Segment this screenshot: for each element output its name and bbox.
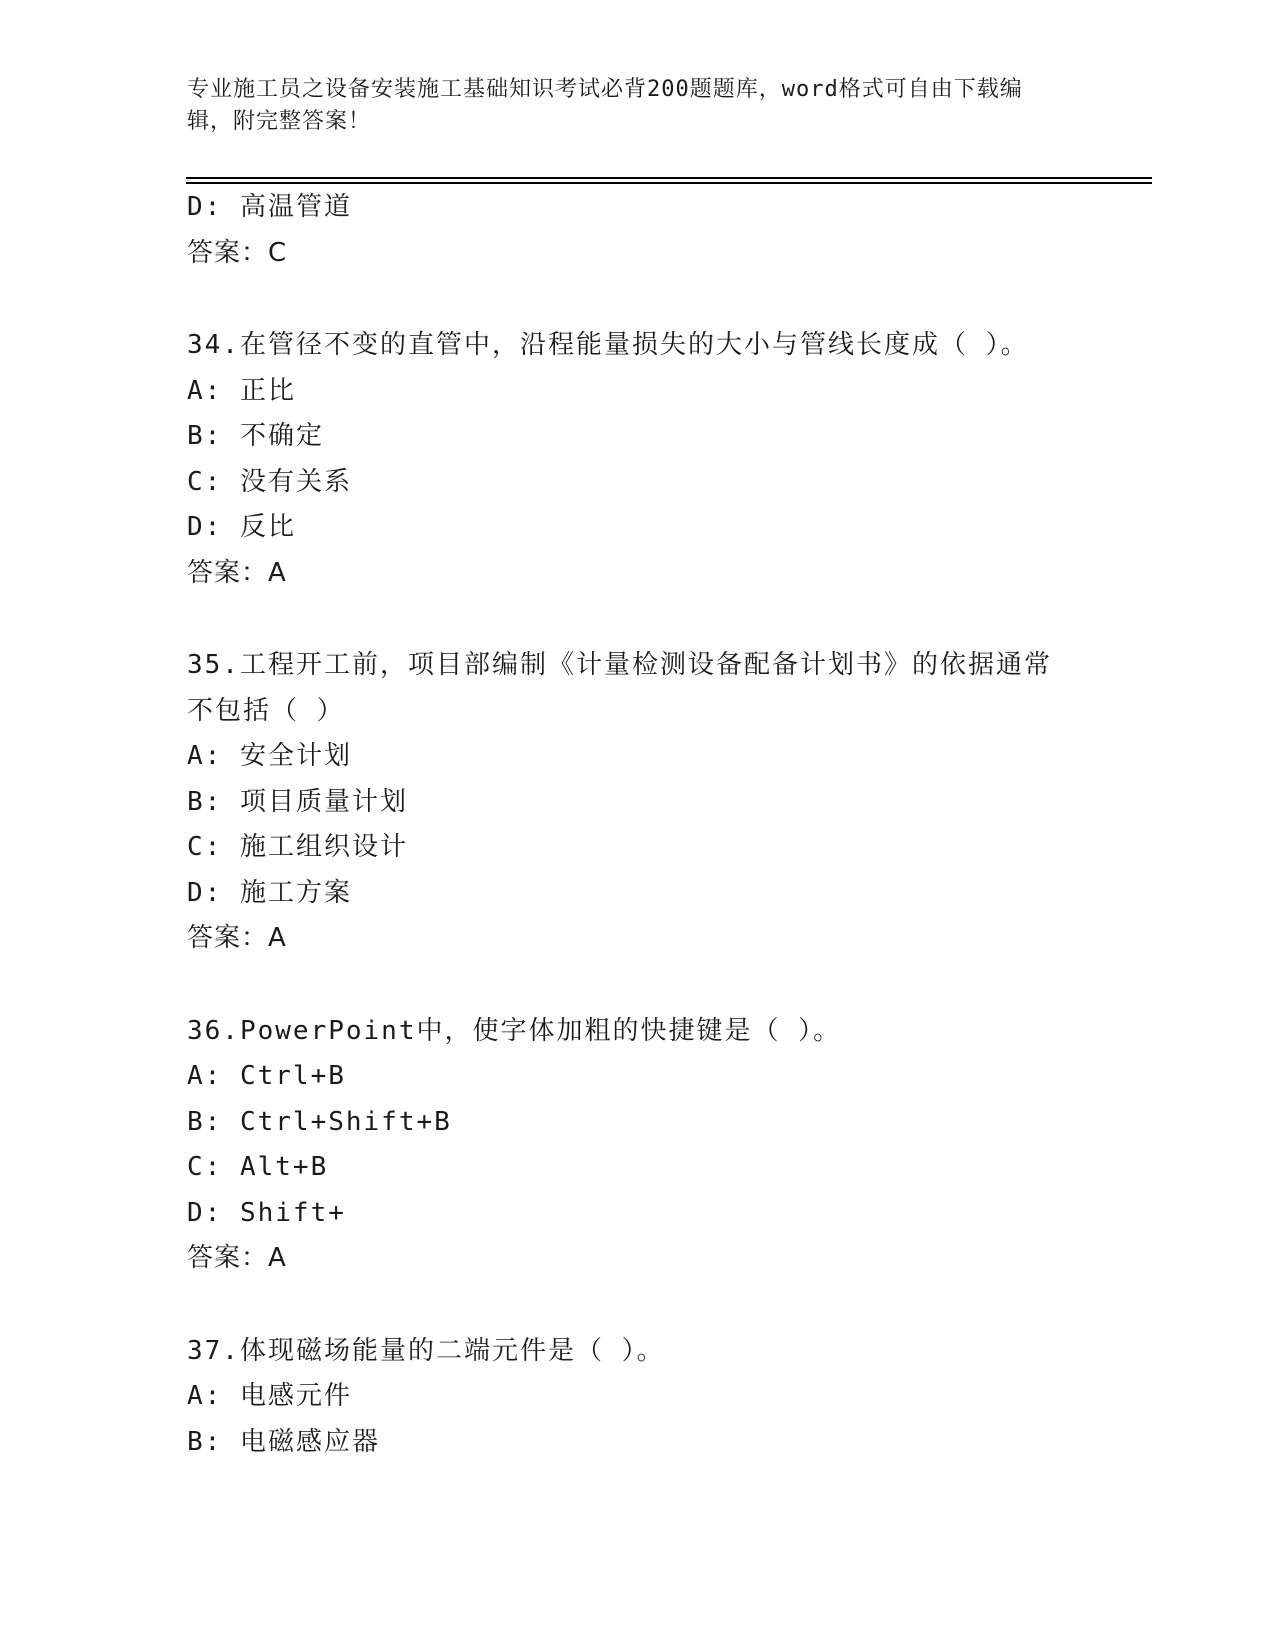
- question-36-stem: 36.PowerPoint中，使字体加粗的快捷键是（ ）。: [187, 1015, 842, 1046]
- question-35-stem: 35.工程开工前，项目部编制《计量检测设备配备计划书》的依据通常不包括（ ）: [187, 650, 1052, 726]
- header-rule-top: [186, 177, 1152, 179]
- question-34-option-d: D: 反比: [187, 512, 296, 542]
- spacer: [187, 596, 1107, 643]
- spacer: [187, 276, 1107, 323]
- question-34-option-a: A: 正比: [187, 375, 296, 406]
- spacer: [187, 962, 1107, 1009]
- header-rule-bottom: [186, 182, 1152, 184]
- prev-option-d: D: 高温管道: [187, 192, 352, 222]
- question-35-option-a: A: 安全计划: [187, 741, 352, 771]
- question-37-stem: 37.体现磁场能量的二端元件是（ ）。: [187, 1335, 665, 1366]
- question-36-option-a: A: Ctrl+B: [187, 1061, 346, 1091]
- question-35-option-b: B: 项目质量计划: [187, 786, 408, 817]
- question-35-option-d: D: 施工方案: [187, 877, 352, 908]
- question-37-option-a: A: 电感元件: [187, 1381, 352, 1411]
- prev-answer: 答案：C: [187, 237, 288, 268]
- spacer: [187, 1282, 1107, 1329]
- question-35-option-c: C: 施工组织设计: [187, 832, 408, 862]
- question-36-answer: 答案：A: [187, 1243, 287, 1273]
- document-header: 专业施工员之设备安装施工基础知识考试必背200题题库，word格式可自由下载编辑，附完整答案！: [187, 77, 1023, 134]
- question-34-option-b: B: 不确定: [187, 421, 324, 451]
- question-content: [187, 185, 1107, 1465]
- question-36-option-b: B: Ctrl+Shift+B: [187, 1106, 452, 1137]
- question-37-option-b: B: 电磁感应器: [187, 1426, 380, 1457]
- question-35-answer: 答案：A: [187, 923, 287, 953]
- question-34-option-c: C: 没有关系: [187, 466, 352, 497]
- question-34-answer: 答案：A: [187, 557, 287, 588]
- question-36-option-c: C: Alt+B: [187, 1152, 329, 1182]
- question-36-option-d: D: Shift+: [187, 1197, 346, 1228]
- question-34-stem: 34.在管径不变的直管中，沿程能量损失的大小与管线长度成（ ）。: [187, 330, 1029, 360]
